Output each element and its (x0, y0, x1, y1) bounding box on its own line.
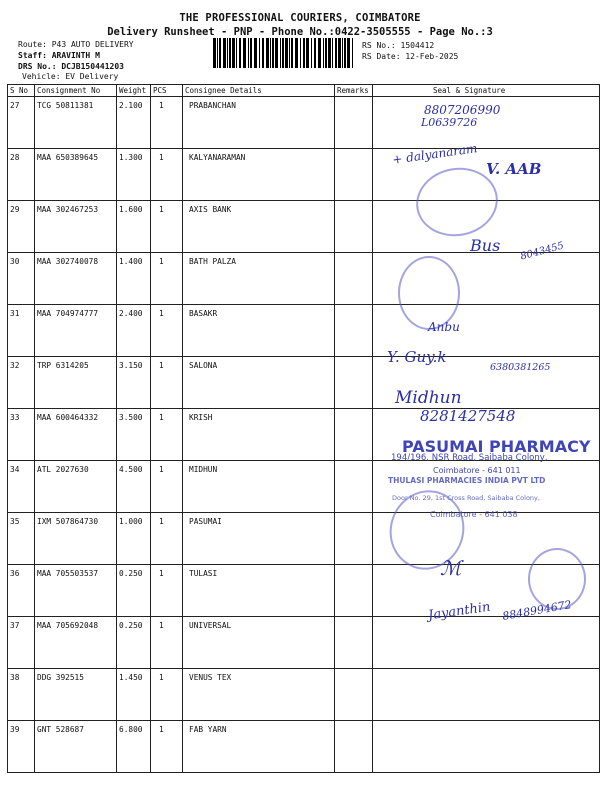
sig-28-initials: V. AAB (486, 160, 542, 178)
barcode-bar (229, 38, 231, 68)
table-row (8, 669, 600, 721)
row-consignee: SALONA (183, 357, 335, 409)
table-row (8, 513, 600, 565)
row-consignee: BATH PALZA (183, 253, 335, 305)
row-remarks (335, 461, 373, 513)
barcode-bar (262, 38, 264, 68)
barcode-bar (303, 38, 305, 68)
col-pcs: PCS (151, 85, 183, 97)
barcode-bar (254, 38, 257, 68)
row-consignment: TCG 50811381 (35, 97, 117, 149)
row-pcs: 1 (151, 97, 183, 149)
row-remarks (335, 97, 373, 149)
row-consignee: KALYANARAMAN (183, 149, 335, 201)
row-consignee: PASUMAI (183, 513, 335, 565)
barcode-bar (328, 38, 331, 68)
runsheet-subtitle: Delivery Runsheet - PNP - Phone No.:0422-3505555 - Page No.:3 (107, 26, 493, 38)
row-pcs: 1 (151, 617, 183, 669)
table-header-row (8, 85, 600, 97)
row-seal-signature (373, 669, 600, 721)
row-consignment: TRP 6314205 (35, 357, 117, 409)
barcode-bar (295, 38, 298, 68)
barcode-bar (325, 38, 327, 68)
row-consignment: MAA 600464332 (35, 409, 117, 461)
row-sno: 34 (8, 461, 35, 513)
row-pcs: 1 (151, 721, 183, 773)
row-weight: 2.400 (117, 305, 151, 357)
col-remarks: Remarks (335, 85, 373, 97)
table-row (8, 305, 600, 357)
staff-label: Staff: ARAVINTH M (18, 51, 100, 60)
row-weight: 6.800 (117, 721, 151, 773)
row-pcs: 1 (151, 565, 183, 617)
row-pcs: 1 (151, 253, 183, 305)
barcode-bar (285, 38, 288, 68)
barcode-bar (243, 38, 246, 68)
row-consignment: MAA 650389645 (35, 149, 117, 201)
barcode-bar (272, 38, 274, 68)
barcode-bar (314, 38, 316, 68)
barcode-bar (306, 38, 309, 68)
barcode-bar (280, 38, 281, 68)
barcode-bar (300, 38, 301, 68)
barcode-bar (236, 38, 237, 68)
row-sno: 30 (8, 253, 35, 305)
row-sno: 33 (8, 409, 35, 461)
row-consignee: PRABANCHAN (183, 97, 335, 149)
row-remarks (335, 253, 373, 305)
barcode-bar (323, 38, 324, 68)
barcode-bar (282, 38, 284, 68)
barcode-bar (332, 38, 333, 68)
sig-39-name: Jayanthin (427, 599, 492, 624)
row-remarks (335, 669, 373, 721)
row-weight: 1.600 (117, 201, 151, 253)
row-sno: 37 (8, 617, 35, 669)
drs-label: DRS No.: DCJB150441203 (18, 62, 124, 71)
thulasi-stamp-address: Door No. 29, 1st Cross Road, Saibaba Colony, (392, 494, 540, 502)
row-remarks (335, 565, 373, 617)
pharmacy-stamp-name: PASUMAI PHARMACY (402, 437, 591, 456)
row-weight: 1.400 (117, 253, 151, 305)
barcode-bar (311, 38, 312, 68)
row-weight: 4.500 (117, 461, 151, 513)
col-consignment: Consignment No (35, 85, 117, 97)
row-consignee: UNIVERSAL (183, 617, 335, 669)
row-pcs: 1 (151, 461, 183, 513)
table-row (8, 617, 600, 669)
barcode-bar (248, 38, 249, 68)
row-sno: 38 (8, 669, 35, 721)
sig-34-phone: 8281427548 (420, 407, 516, 425)
barcode-bar (347, 38, 350, 68)
barcode-bar (344, 38, 346, 68)
row-consignee: VENUS TEX (183, 669, 335, 721)
row-consignee: MIDHUN (183, 461, 335, 513)
barcode-bar (352, 38, 353, 68)
row-sno: 28 (8, 149, 35, 201)
barcode-bar (338, 38, 341, 68)
company-title: THE PROFESSIONAL COURIERS, COIMBATORE (179, 12, 421, 24)
row-remarks (335, 513, 373, 565)
barcode-bar (227, 38, 228, 68)
route-label: Route: P43 AUTO DELIVERY (18, 40, 134, 49)
row-sno: 27 (8, 97, 35, 149)
barcode-bar (239, 38, 241, 68)
row-consignment: IXM 507864730 (35, 513, 117, 565)
runsheet-table (7, 84, 600, 773)
sig-29-phone: 8043455 (519, 240, 566, 263)
row-pcs: 1 (151, 201, 183, 253)
thulasi-stamp-city: Coimbatore - 641 038 (430, 510, 518, 519)
row-remarks (335, 201, 373, 253)
sig-29-name: Bus (470, 236, 501, 255)
round-seal-stamp (398, 256, 460, 330)
sig-38-mark: ℳ (440, 556, 462, 580)
row-consignment: MAA 302740078 (35, 253, 117, 305)
row-weight: 0.250 (117, 617, 151, 669)
row-consignment: MAA 302467253 (35, 201, 117, 253)
barcode-bar (270, 38, 271, 68)
barcode-bar (213, 38, 216, 68)
row-consignment: ATL 2027630 (35, 461, 117, 513)
sig-34-name: Midhun (395, 388, 462, 408)
row-seal-signature (373, 617, 600, 669)
row-consignment: MAA 705503537 (35, 565, 117, 617)
pharmacy-stamp-city: Coimbatore - 641 011 (433, 466, 521, 475)
row-weight: 3.150 (117, 357, 151, 409)
row-remarks (335, 617, 373, 669)
barcode-bar (250, 38, 252, 68)
table-row (8, 97, 600, 149)
col-sno: S No (8, 85, 35, 97)
row-weight: 3.500 (117, 409, 151, 461)
row-consignment: MAA 705692048 (35, 617, 117, 669)
row-sno: 35 (8, 513, 35, 565)
row-weight: 1.300 (117, 149, 151, 201)
barcode-bar (275, 38, 278, 68)
row-pcs: 1 (151, 305, 183, 357)
barcode-bar (318, 38, 321, 68)
row-pcs: 1 (151, 513, 183, 565)
rs-number: RS No.: 1504412 (362, 41, 435, 50)
vehicle-label: Vehicle: EV Delivery (22, 72, 119, 81)
rs-date: RS Date: 12-Feb-2025 (362, 52, 459, 61)
row-consignment: GNT 528687 (35, 721, 117, 773)
table-row (8, 201, 600, 253)
row-consignee: AXIS BANK (183, 201, 335, 253)
row-consignment: MAA 704974777 (35, 305, 117, 357)
row-sno: 31 (8, 305, 35, 357)
col-weight: Weight (117, 85, 151, 97)
sig-27-phone: 8807206990 (424, 103, 501, 117)
row-weight: 2.100 (117, 97, 151, 149)
thulasi-stamp-name: THULASI PHARMACIES INDIA PVT LTD (388, 476, 546, 485)
row-pcs: 1 (151, 357, 183, 409)
row-consignee: FAB YARN (183, 721, 335, 773)
row-remarks (335, 305, 373, 357)
sig-39-phone: 8848994672 (501, 598, 573, 623)
row-weight: 1.000 (117, 513, 151, 565)
barcode-bar (291, 38, 293, 68)
row-consignment: DDG 392515 (35, 669, 117, 721)
barcode-bar (289, 38, 290, 68)
row-remarks (335, 149, 373, 201)
sig-33-phone: 6380381265 (490, 362, 551, 373)
row-weight: 0.250 (117, 565, 151, 617)
sig-27-code: L0639726 (421, 116, 478, 129)
row-consignee: BASAKR (183, 305, 335, 357)
barcode-bar (259, 38, 260, 68)
row-remarks (335, 721, 373, 773)
row-consignee: KRISH (183, 409, 335, 461)
barcode-bar (217, 38, 218, 68)
barcode-bar (232, 38, 235, 68)
col-seal-signature: Seal & Signature (373, 85, 600, 97)
row-sno: 32 (8, 357, 35, 409)
row-sno: 36 (8, 565, 35, 617)
row-seal-signature (373, 721, 600, 773)
table-row (8, 253, 600, 305)
barcode-bar (266, 38, 269, 68)
barcode-bar (335, 38, 337, 68)
barcode-bar (342, 38, 343, 68)
row-pcs: 1 (151, 409, 183, 461)
col-consignee: Consignee Details (183, 85, 335, 97)
sig-33-name: Y. Guy.k (387, 348, 447, 366)
row-remarks (335, 357, 373, 409)
barcode-bar (219, 38, 221, 68)
barcode (213, 38, 355, 68)
row-sno: 29 (8, 201, 35, 253)
sig-32-name: Anbu (428, 320, 460, 334)
row-weight: 1.450 (117, 669, 151, 721)
pharmacy-stamp-address: 194/196, NSR Road, Saibaba Colony, (391, 453, 548, 463)
row-pcs: 1 (151, 669, 183, 721)
row-consignee: TULASI (183, 565, 335, 617)
row-remarks (335, 409, 373, 461)
row-pcs: 1 (151, 149, 183, 201)
sig-28-name: + dalyanaram (391, 141, 479, 167)
row-sno: 39 (8, 721, 35, 773)
table-row (8, 721, 600, 773)
barcode-bar (223, 38, 226, 68)
